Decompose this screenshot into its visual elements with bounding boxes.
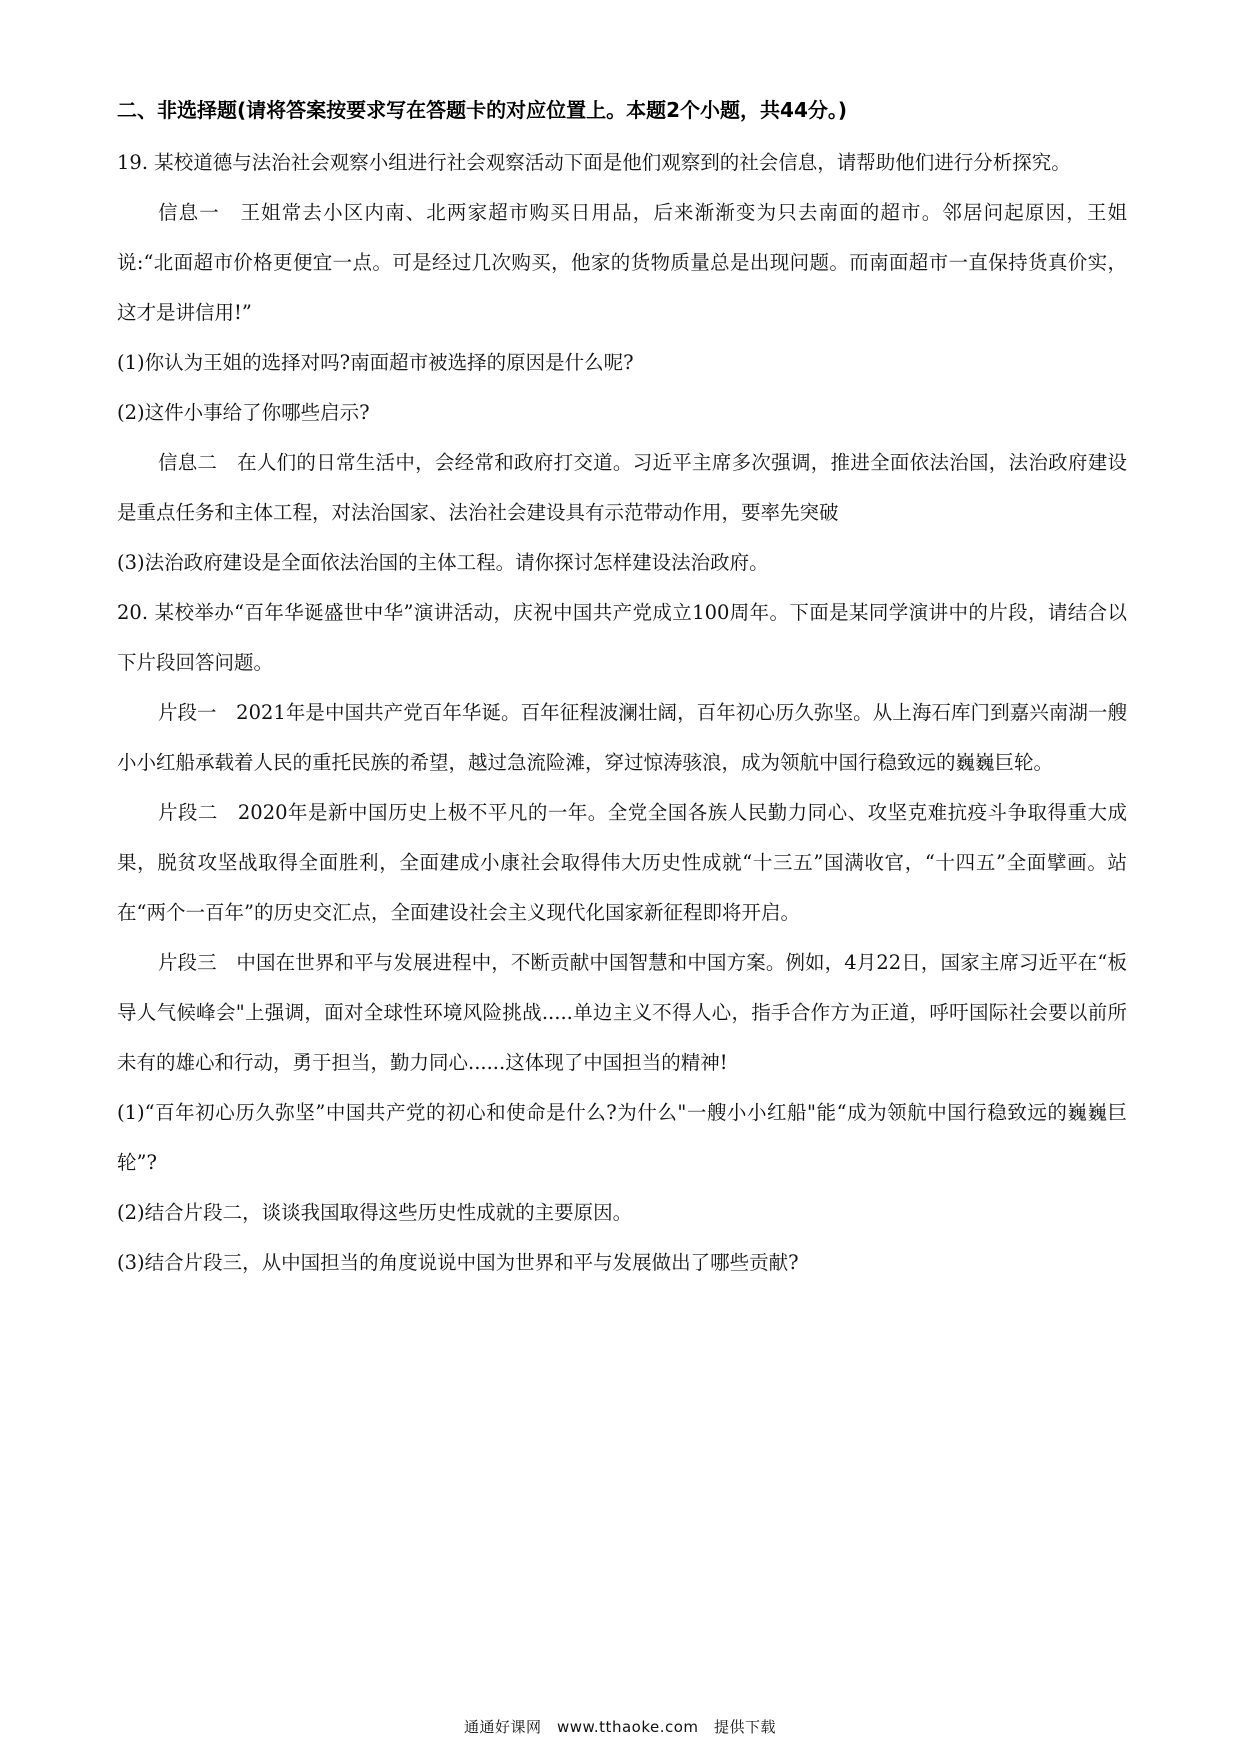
q20-segment-3: 片段三 中国在世界和平与发展进程中，不断贡献中国智慧和中国方案。例如，4月22日，国家主席习近平在“板导人气候峰会"上强调，面对全球性环境风险挑战.....单边主义不得人心，指手合作方为正道，呼吁国际社会要以前所未有的雄心和行动，勇于担当，勤力同心......这体现了中国担当的精神!	[117, 951, 1127, 1074]
q19-stem: 19. 某校道德与法治社会观察小组进行社会观察活动下面是他们观察到的社会信息，请帮助他们进行分析探究。	[117, 151, 1071, 174]
question-20	[117, 588, 1127, 1288]
page-footer: 通通好课网 www.tthaoke.com 提供下载	[463, 1718, 777, 1736]
q20-sub-1: (1)“百年初心历久弥坚”中国共产党的初心和使命是什么?为什么"一艘小小红船"能“成为领航中国行稳致远的巍巍巨轮”?	[117, 1101, 1127, 1174]
q19-sub-3: (3)法治政府建设是全面依法治国的主体工程。请你探讨怎样建设法治政府。	[117, 551, 769, 574]
q20-sub-2: (2)结合片段二，谈谈我国取得这些历史性成就的主要原因。	[117, 1201, 633, 1224]
q19-sub-2: (2)这件小事给了你哪些启示?	[117, 401, 370, 424]
document-page	[117, 92, 1127, 1288]
q19-info-1: 信息一 王姐常去小区内南、北两家超市购买日用品，后来渐渐变为只去南面的超市。邻居问起原因，王姐说:“北面超市价格更便宜一点。可是经过几次购买，他家的货物质量总是出现问题。而南面超市一直保持货真价实，这才是讲信用!”	[117, 201, 1127, 324]
q19-sub-1: (1)你认为王姐的选择对吗?南面超市被选择的原因是什么呢?	[117, 351, 634, 374]
q20-stem: 20. 某校举办“百年华诞盛世中华”演讲活动，庆祝中国共产党成立100周年。下面是某同学演讲中的片段，请结合以下片段回答问题。	[117, 601, 1127, 674]
q20-segment-1: 片段一 2021年是中国共产党百年华诞。百年征程波澜壮阔，百年初心历久弥坚。从上海石库门到嘉兴南湖一艘小小红船承载着人民的重托民族的希望，越过急流险滩，穿过惊涛骇浪，成为领航中国行稳致远的巍巍巨轮。	[117, 701, 1127, 774]
q19-info-2: 信息二 在人们的日常生活中，会经常和政府打交道。习近平主席多次强调，推进全面依法治国，法治政府建设是重点任务和主体工程，对法治国家、法治社会建设具有示范带动作用，要率先突破	[117, 451, 1127, 524]
section-title: 二、非选择题(请将答案按要求写在答题卡的对应位置上。本题2个小题，共44分。)	[117, 98, 848, 122]
question-19	[117, 138, 1127, 588]
q20-segment-2: 片段二 2020年是新中国历史上极不平凡的一年。全党全国各族人民勤力同心、攻坚克难抗疫斗争取得重大成果，脱贫攻坚战取得全面胜利，全面建成小康社会取得伟大历史性成就“十三五”国满收官，“十四五”全面擘画。站在“两个一百年”的历史交汇点，全面建设社会主义现代化国家新征程即将开启。	[117, 801, 1127, 924]
q20-sub-3: (3)结合片段三，从中国担当的角度说说中国为世界和平与发展做出了哪些贡献?	[117, 1251, 799, 1274]
